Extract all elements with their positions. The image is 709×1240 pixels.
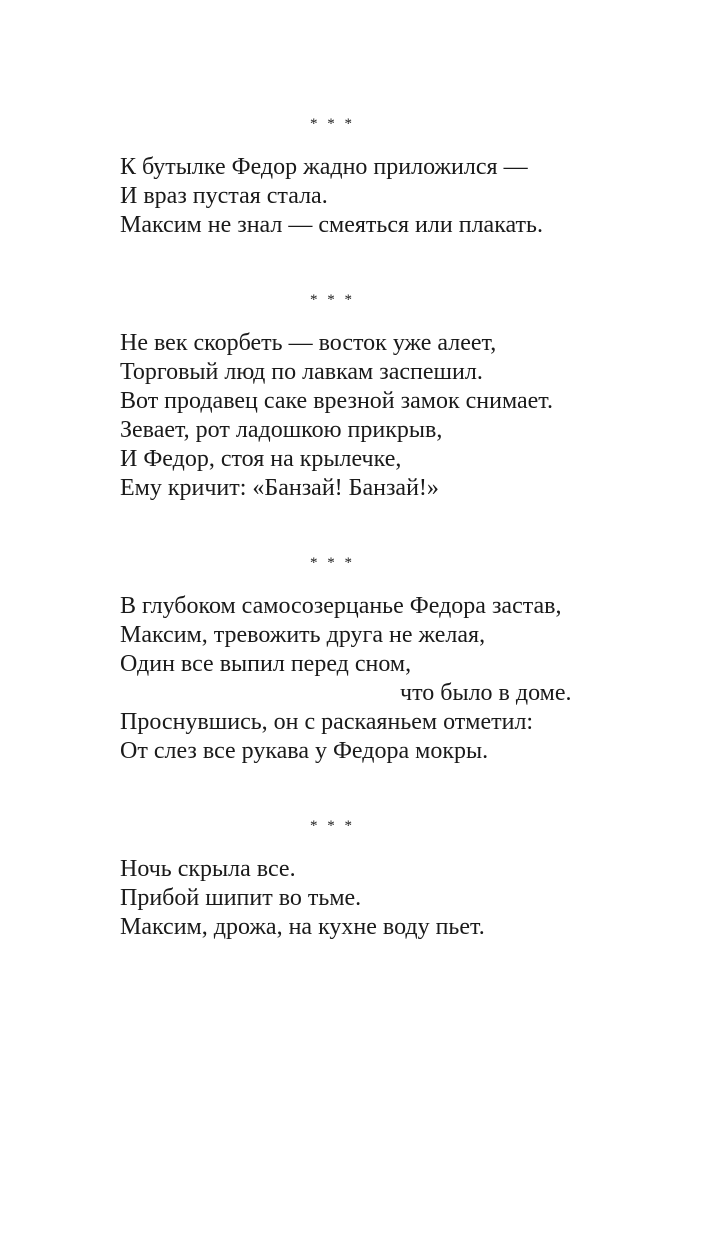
verse-line: Максим, тревожить друга не желая, [120,622,486,648]
verse-line: Проснувшись, он с раскаяньем отметил: [120,709,534,735]
verse-line: Максим, дрожа, на кухне воду пьет. [120,914,485,940]
stanza-2 [120,329,590,503]
verse-line: В глубоком самосозерцанье Федора застав, [120,593,562,619]
separator-text: * * * [310,555,355,571]
stanza-separator [0,816,709,836]
verse-line: Максим не знал — смеяться или плакать. [120,212,543,238]
verse-line: Торговый люд по лавкам заспешил. [120,359,483,385]
separator-text: * * * [310,292,355,308]
separator-text: * * * [310,818,355,834]
verse-line: Не век скорбеть — восток уже алеет, [120,330,497,356]
verse-line: От слез все рукава у Федора мокры. [120,738,489,764]
verse-line: И враз пустая стала. [120,183,328,209]
verse-line: И Федор, стоя на крылечке, [120,446,402,472]
verse-line: К бутылке Федор жадно приложился — [120,154,528,180]
stanza-separator [0,114,709,134]
verse-line: Ночь скрыла все. [120,856,296,882]
stanza-separator [0,553,709,573]
verse-line-indented: что было в доме. [400,680,572,706]
stanza-4 [120,855,590,942]
stanza-1 [120,153,590,240]
stanza-3 [120,592,590,766]
stanza-separator [0,290,709,310]
verse-line: Вот продавец саке врезной замок снимает. [120,388,553,414]
verse-line: Зевает, рот ладошкою прикрыв, [120,417,443,443]
verse-line: Один все выпил перед сном, [120,651,412,677]
verse-line: Прибой шипит во тьме. [120,885,362,911]
verse-line: Ему кричит: «Банзай! Банзай!» [120,475,439,501]
separator-text: * * * [310,116,355,132]
